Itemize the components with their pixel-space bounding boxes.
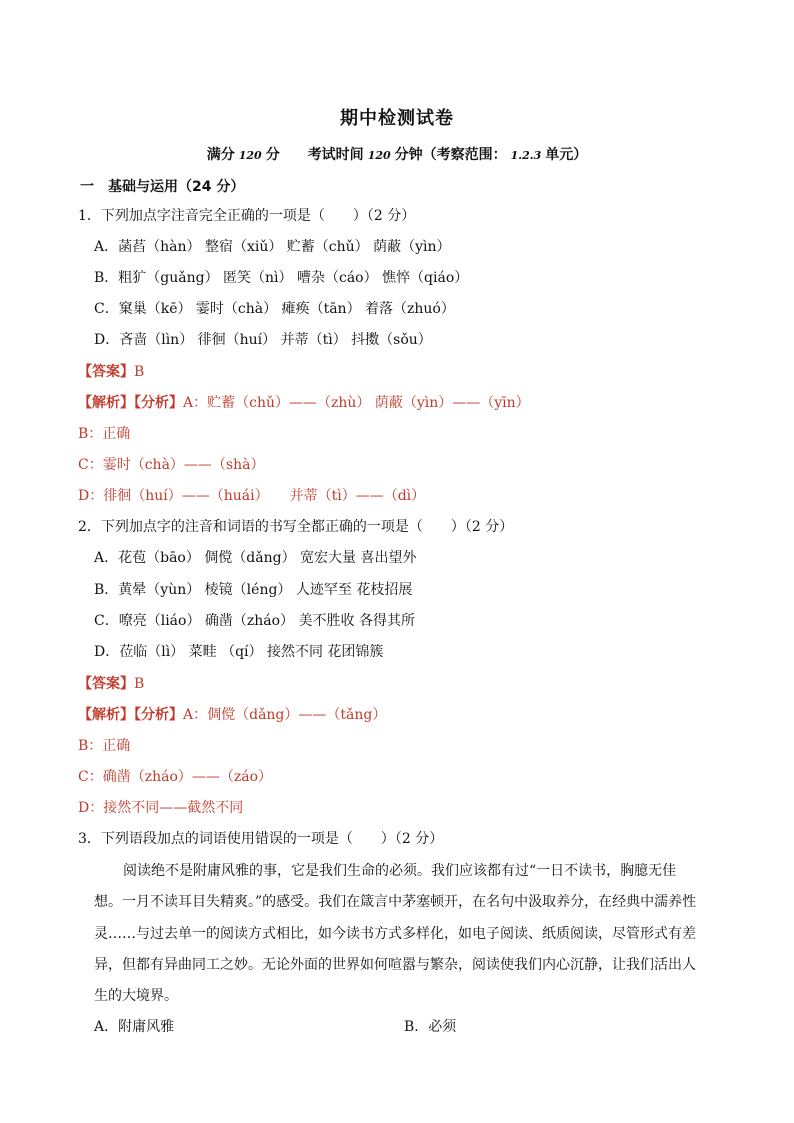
q3-passage-line-3: 灵……与过去单一的阅读方式相比，如今读书方式多样化，如电子阅读、纸质阅读，尽管形式有差 [94,926,696,942]
q2-option-a: A．花苞（bāo） 倜傥（dǎng） 宽宏大量 喜出望外 [94,550,417,566]
q3-passage-line-5: 生的大境界。 [94,988,178,1004]
q3-stem: 3．下列语段加点的词语使用错误的一项是（ ）（2 分） [78,831,444,847]
q1-analysis [78,393,530,413]
q1-option-b: B．粗犷（guǎng） 匿笑（nì） 嘈杂（cáo） 憔悴（qiáo） [94,270,469,286]
q1-analysis-tag: 【解析】【分析】 [78,395,183,411]
exam-time-value: 120 [367,149,391,162]
q1-option-d: D．吝啬（lìn） 徘徊（huí） 并蒂（tì） 抖擞（sǒu） [94,332,432,348]
q2-option-b: B．黄晕（yùn） 棱镜（léng） 人迹罕至 花枝招展 [94,582,413,598]
q2-analysis [78,705,386,725]
q2-option-c: C．嘹亮（liáo） 确凿（zháo） 美不胜收 各得其所 [94,613,415,629]
page-title: 期中检测试卷 [340,108,454,129]
q2-analysis-tag: 【解析】【分析】 [78,707,183,723]
q1-analysis-line-d: D：徘徊（huí）——（huái） 并蒂（tì）——（dì） [78,488,426,504]
full-marks-label: 满分 [206,147,235,163]
q2-answer [78,674,144,694]
q1-analysis-line-b: B：正确 [78,426,131,442]
q2-analysis-line-d: D：接然不同——截然不同 [78,800,244,816]
q2-analysis-line-b: B：正确 [78,738,131,754]
q1-answer [78,362,144,382]
full-marks-unit: 分 [265,147,280,163]
q2-analysis-line-c: C：确凿（zháo）——（záo） [78,769,273,785]
exam-scope-value: 1.2.3 [510,149,542,162]
section-heading: 一 基础与运用（24 分） [80,179,245,195]
q3-passage-line-2: 想。一月不读耳目失精爽。”的感受。我们在箴言中茅塞顿开，在名句中汲取养分，在经典中濡养性 [94,894,697,910]
q1-analysis-line-c: C：霎时（chà）——（shà） [78,457,265,473]
full-marks-value: 120 [238,149,262,162]
q1-analysis-line-a: A：贮蓄（chǔ）——（zhù） 荫蔽（yìn）——（yīn） [183,395,530,411]
q2-answer-value: B [134,676,145,692]
q3-option-a: A．附庸风雅 [94,1019,175,1035]
exam-time-label: 考试时间 [307,147,364,163]
exam-time-unit: 分钟（考察范围： [394,147,507,163]
q2-analysis-line-a: A：倜傥（dǎng）——（tǎng） [183,707,387,723]
q3-option-b: B．必须 [404,1019,457,1035]
q1-answer-value: B [134,364,145,380]
q3-passage-line-1: 阅读绝不是附庸风雅的事，它是我们生命的必须。我们应该都有过“一日不读书，胸臆无佳 [123,863,677,879]
q2-answer-tag: 【答案】 [78,676,134,692]
q2-option-d: D．莅临（lì） 菜畦 （qí） 接然不同 花团锦簇 [94,644,384,660]
q1-option-a: A．菡萏（hàn） 整宿（xiǔ） 贮蓄（chǔ） 荫蔽（yìn） [94,239,451,255]
q3-passage-line-4: 异，但都有异曲同工之妙。无论外面的世界如何喧嚣与繁杂，阅读使我们内心沉静，让我们活出人 [94,957,696,973]
q1-answer-tag: 【答案】 [78,364,134,380]
exam-scope-suffix: 单元） [545,147,588,163]
q1-option-c: C．窠巢（kē） 霎时（chà） 瘫痪（tān） 着落（zhuó） [94,301,455,317]
exam-subtitle [0,144,794,164]
q2-stem: 2．下列加点字的注音和词语的书写全都正确的一项是（ ）（2 分） [78,519,514,535]
q1-stem: 1．下列加点字注音完全正确的一项是（ ）（2 分） [78,208,416,224]
